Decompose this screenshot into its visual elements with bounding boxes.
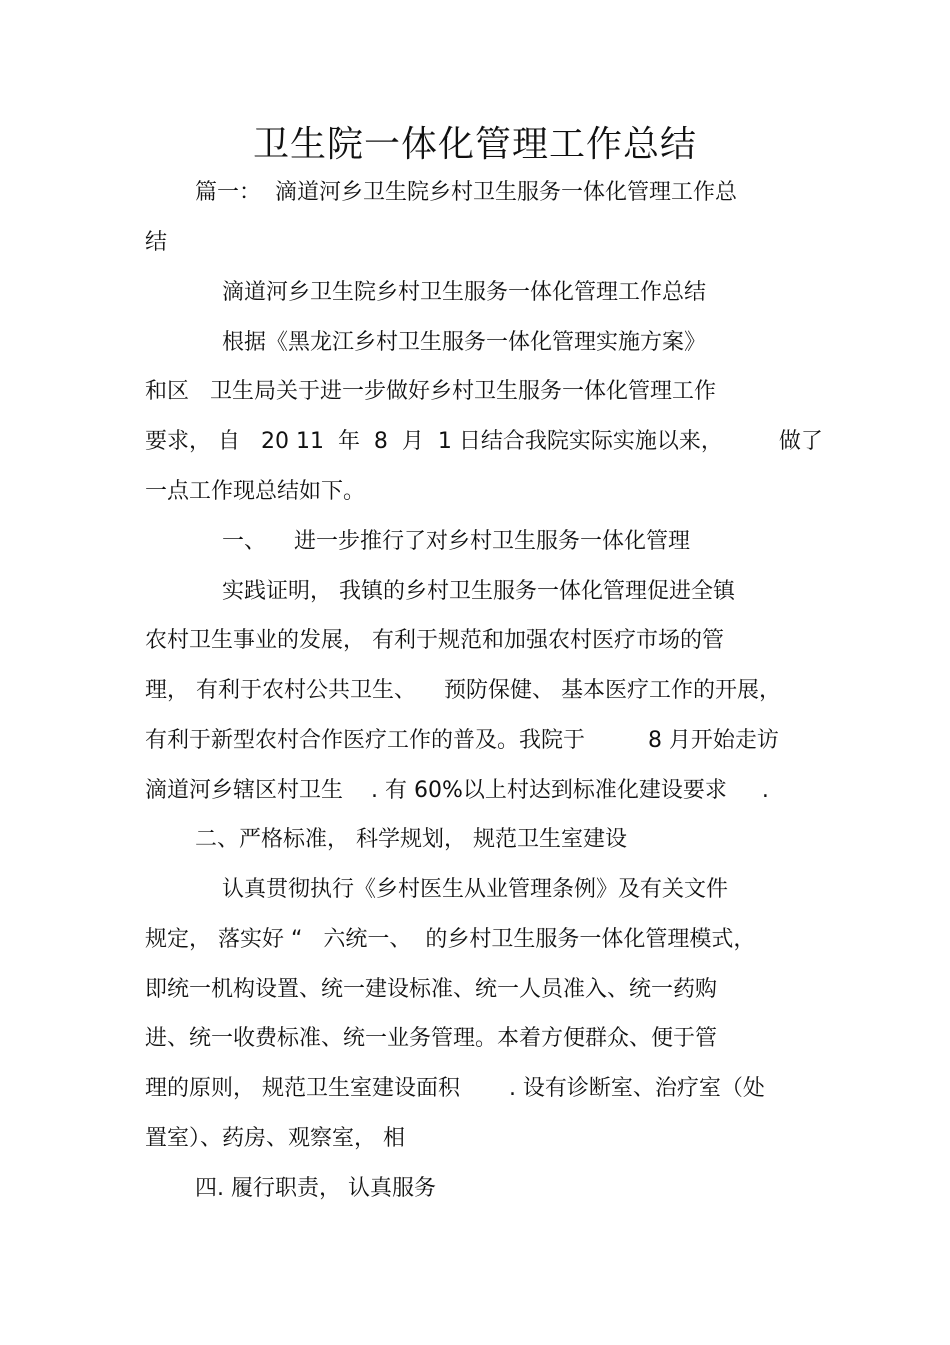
paragraph-line: 认真贯彻执行《乡村医生从业管理条例》及有关文件 (222, 877, 729, 902)
paragraph-line: 和区 卫生局关于进一步做好乡村卫生服务一体化管理工作 (145, 379, 716, 404)
paragraph-line: 即统一机构设置、统一建设标准、统一人员准入、统一药购 (145, 977, 718, 1002)
paragraph-line: 规定， 落实好 “ 六统一、 的乡村卫生服务一体化管理模式， (145, 927, 756, 952)
paragraph-line: 要求， 自 20 11 年 8 月 1 日结合我院实际实施以来， 做了 (145, 429, 823, 454)
paragraph-line: 农村卫生事业的发展， 有利于规范和加强农村医疗市场的管 (145, 628, 724, 653)
paragraph-line: 进、统一收费标准、统一业务管理。本着方便群众、便于管 (145, 1026, 718, 1051)
document-title: 卫生院一体化管理工作总结 (252, 124, 697, 165)
heading-four: 四. 履行职责， 认真服务 (195, 1176, 436, 1201)
heading-one: 一、 进一步推行了对乡村卫生服务一体化管理 (222, 529, 690, 554)
paragraph-line: 实践证明， 我镇的乡村卫生服务一体化管理促进全镇 (222, 579, 735, 604)
paragraph-line: 理， 有利于农村公共卫生、 预防保健、 基本医疗工作的开展， (145, 678, 781, 703)
paragraph-line: 有利于新型农村合作医疗工作的普及。我院于 8 月开始走访 (145, 728, 779, 753)
subtitle-line-1: 篇一： 滴道河乡卫生院乡村卫生服务一体化管理工作总 (195, 180, 737, 205)
paragraph-line: 根据《黑龙江乡村卫生服务一体化管理实施方案》 (222, 330, 707, 355)
section-heading: 滴道河乡卫生院乡村卫生服务一体化管理工作总结 (222, 280, 707, 305)
paragraph-line: 滴道河乡辖区村卫生 . 有 60%以上村达到标准化建设要求 . (145, 778, 769, 803)
paragraph-line: 置室）、药房、观察室， 相 (145, 1126, 405, 1151)
paragraph-line: 理的原则， 规范卫生室建设面积 . 设有诊断室、治疗室（处 (145, 1076, 765, 1101)
subtitle-line-2: 结 (145, 230, 168, 255)
paragraph-line: 一点工作现总结如下。 (145, 479, 366, 504)
heading-two: 二、严格标准， 科学规划， 规范卫生室建设 (195, 827, 627, 852)
